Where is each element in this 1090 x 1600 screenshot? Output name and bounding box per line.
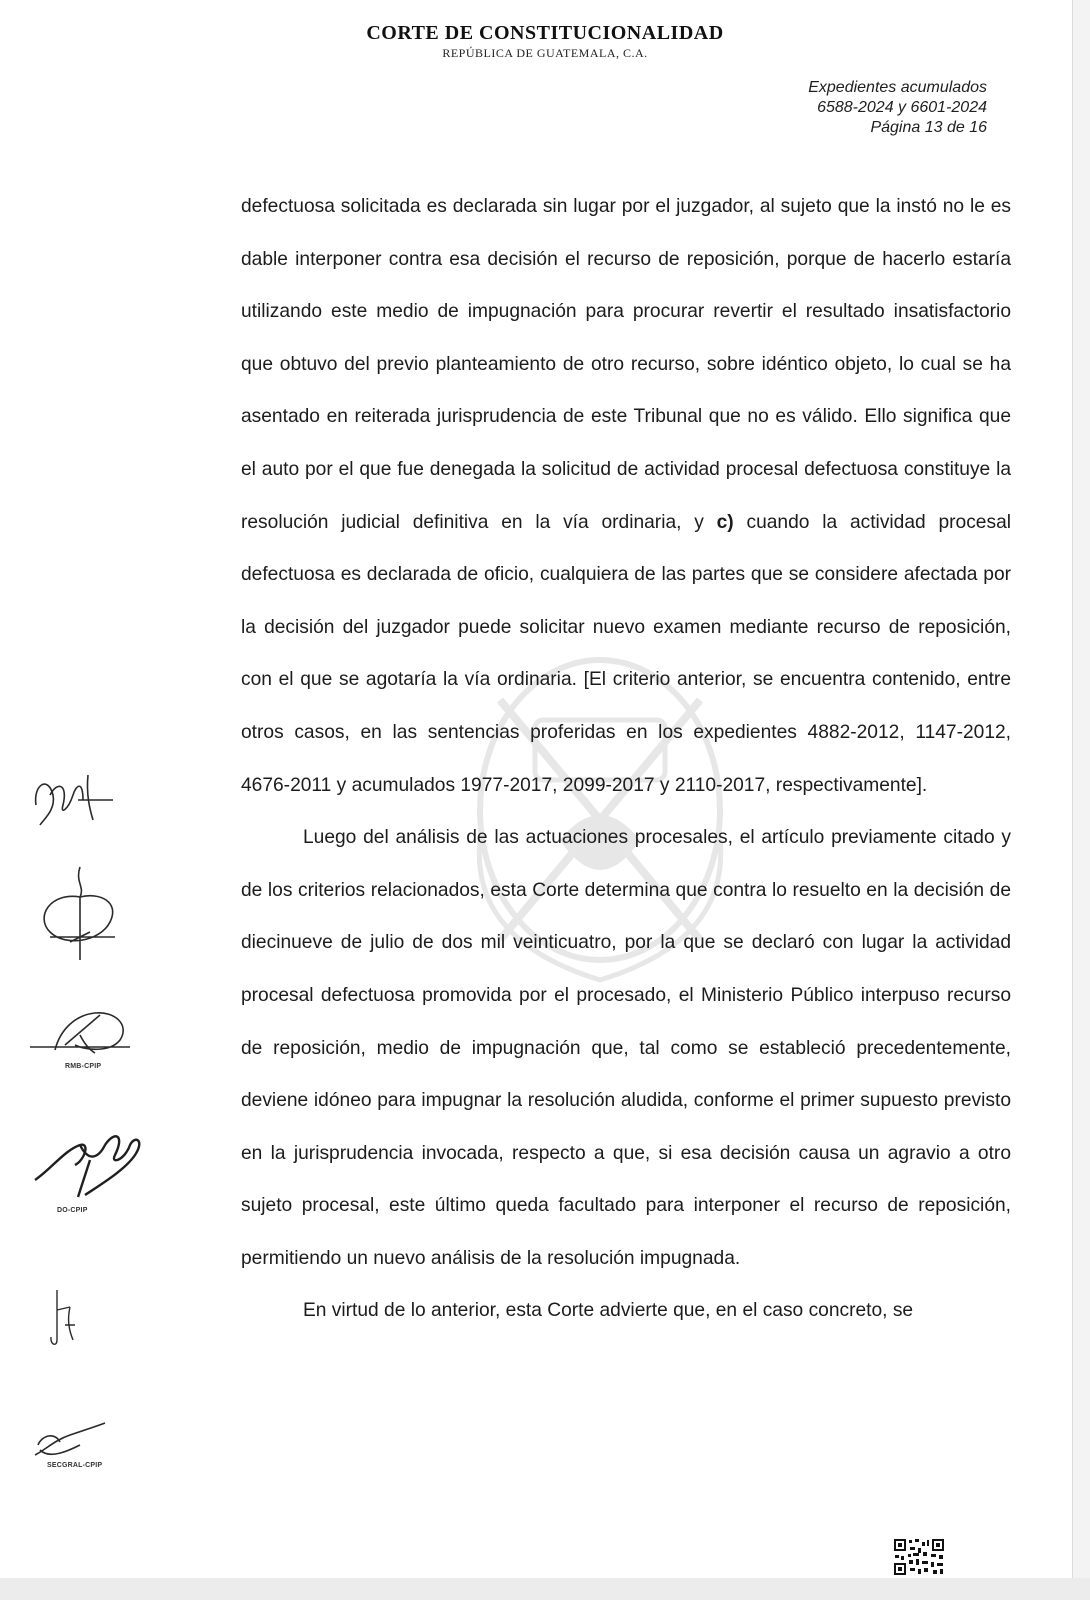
page-number: Página 13 de 16 bbox=[870, 119, 987, 136]
case-reference-line2: 6588-2024 y 6601-2024 bbox=[817, 99, 987, 116]
viewer-right-edge bbox=[1072, 0, 1090, 1600]
viewer-bottom-edge bbox=[0, 1578, 1090, 1600]
margin-signature-1 bbox=[28, 765, 118, 835]
court-name: CORTE DE CONSTITUCIONALIDAD bbox=[366, 22, 724, 44]
paragraph-3: En virtud de lo anterior, esta Corte advierte que, en el caso concreto, se bbox=[303, 1300, 914, 1322]
margin-signature-2 bbox=[30, 862, 125, 962]
court-country: REPÚBLICA DE GUATEMALA, C.A. bbox=[442, 46, 648, 60]
signature-4-label: DO-CPIP bbox=[57, 1207, 88, 1214]
paragraph-2: Luego del análisis de las actuaciones procesales, el artículo previamente citado y de los criterios relacionados, esta Corte determina que contra lo resuelto en la decisión de diecinueve de julio de dos mil veinticuatro, por la que se declaró con lugar la actividad procesal defectuosa promovida por el procesado, el Ministerio Público interpuso recurso de reposición, medio de impugnación que, tal como se estableció precedentemente, deviene idóneo para impugnar la resolución aludida, conforme el primer supuesto previsto en la jurisprudencia invocada, respecto a que, si esa decisión causa un agravio a otro sujeto procesal, este último queda facultado para interponer el recurso de reposición, permitiendo un nuevo análisis de la resolución impugnada. bbox=[241, 827, 1011, 1269]
signature-3-label: RMB-CPIP bbox=[65, 1063, 102, 1070]
paragraph-1-item-marker: c) bbox=[716, 511, 734, 533]
case-reference-line1: Expedientes acumulados bbox=[808, 79, 987, 96]
signature-6-label: SECGRAL-CPIP bbox=[47, 1462, 103, 1469]
paragraph-1 bbox=[241, 181, 1011, 812]
paragraph-1-text-a: defectuosa solicitada es declarada sin lugar por el juzgador, al sujeto que la instó no le es dable interponer contra esa decisión el recurso de reposición, porque de hacerlo estaría utilizando este medio de impugnación para procurar revertir el resultado insatisfactorio que obtuvo del previo planteamiento de otro recurso, sobre idéntico objeto, lo cual se ha asentado en reiterada jurisprudencia de este Tribunal que no es válido. Ello significa que el auto por el que fue denegada la solicitud de actividad procesal defectuosa constituye la resolución judicial definitiva en la vía ordinaria, y bbox=[241, 196, 1011, 533]
margin-signature-3 bbox=[25, 1005, 135, 1070]
letterhead bbox=[0, 20, 1072, 60]
case-reference bbox=[808, 78, 987, 138]
qr-code bbox=[893, 1538, 945, 1576]
margin-signature-5 bbox=[45, 1285, 85, 1355]
paragraph-1-text-b: cuando la actividad procesal defectuosa es declarada de oficio, cualquiera de las partes que se considere afectada por la decisión del juzgador puede solicitar nuevo examen mediante recurso de reposición, con el que se agotaría la vía ordinaria. [El criterio anterior, se encuentra contenido, entre otros casos, en las sentencias proferidas en los expedientes 4882-2012, 1147-2012, 4676-2011 y acumulados 1977-2017, 2099-2017 y 2110-2017, respectivamente]. bbox=[241, 511, 1012, 796]
margin-signature-4 bbox=[30, 1125, 150, 1214]
document-body bbox=[241, 181, 1011, 1338]
margin-signature-6 bbox=[30, 1420, 110, 1469]
